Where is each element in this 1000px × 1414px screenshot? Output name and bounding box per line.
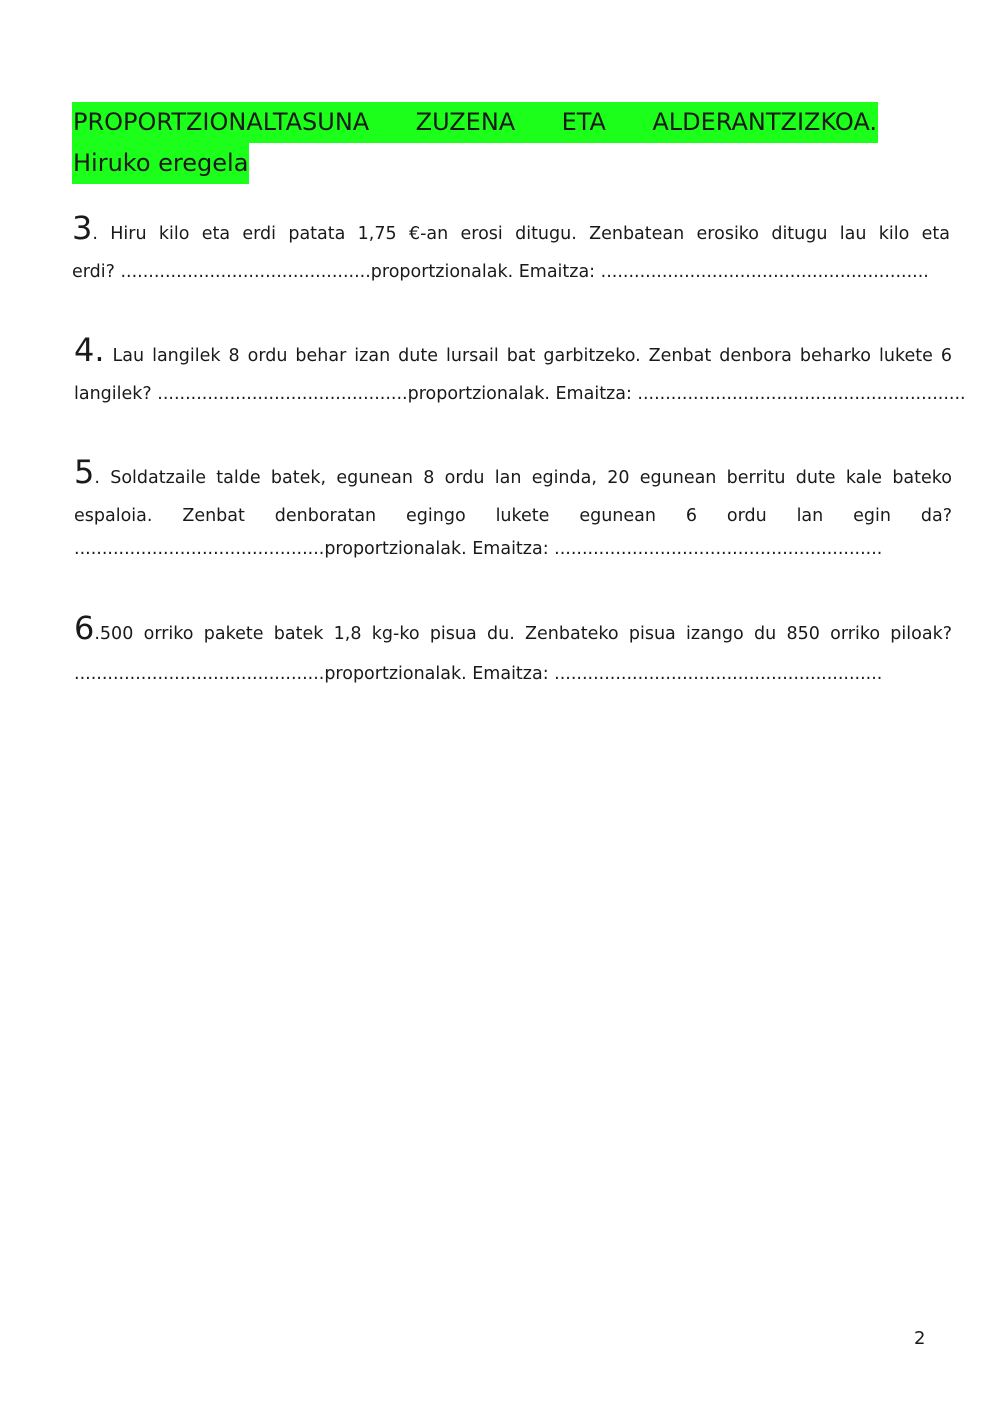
exercise-text: . Hiru kilo eta erdi patata 1,75 €-an erosi ditugu. Zenbatean erosiko ditugu lau kilo eta xyxy=(92,224,950,244)
exercise-3-answer-line[interactable]: erdi? .............................................proportzionalak. Emaitza: ........................................................... xyxy=(72,262,929,282)
exercise-text: . Soldatzaile talde batek, egunean 8 ordu lan eginda, 20 egunean berritu dute kale bateko xyxy=(94,468,952,488)
title-line-1: PROPORTZIONALTASUNA ZUZENA ETA ALDERANTZIZKOA. xyxy=(72,102,878,143)
worksheet-title xyxy=(72,102,878,184)
exercise-number: 4. xyxy=(74,331,105,369)
exercise-text: .500 orriko pakete batek 1,8 kg-ko pisua du. Zenbateko pisua izango du 850 orriko piloak? xyxy=(94,624,952,644)
exercise-5-question-cont: espaloia. Zenbat denboratan egingo lukete egunean 6 ordu lan egin da? xyxy=(74,506,952,526)
exercise-5-answer-line[interactable]: .............................................proportzionalak. Emaitza: ........................................................... xyxy=(74,539,883,559)
exercise-4 xyxy=(74,331,966,413)
exercise-number: 6 xyxy=(74,609,95,647)
exercise-5 xyxy=(74,453,952,563)
exercise-3-question xyxy=(72,209,950,253)
exercise-5-question xyxy=(74,453,952,497)
exercise-4-question xyxy=(74,331,952,375)
exercise-number: 5 xyxy=(74,453,95,491)
exercise-6-question xyxy=(74,609,952,654)
exercise-number: 3 xyxy=(72,209,93,247)
page-number: 2 xyxy=(914,1328,926,1349)
exercise-4-answer-line[interactable]: langilek? .............................................proportzionalak. Emaitza: ........................................................... xyxy=(74,384,966,404)
exercise-6 xyxy=(74,609,952,694)
exercise-3 xyxy=(72,209,950,291)
title-line-2: Hiruko eregela xyxy=(72,143,249,184)
exercise-text: Lau langilek 8 ordu behar izan dute lursail bat garbitzeko. Zenbat denbora beharko lukete 6 xyxy=(104,346,952,366)
exercise-6-answer-line[interactable]: .............................................proportzionalak. Emaitza: ........................................................... xyxy=(74,664,883,684)
